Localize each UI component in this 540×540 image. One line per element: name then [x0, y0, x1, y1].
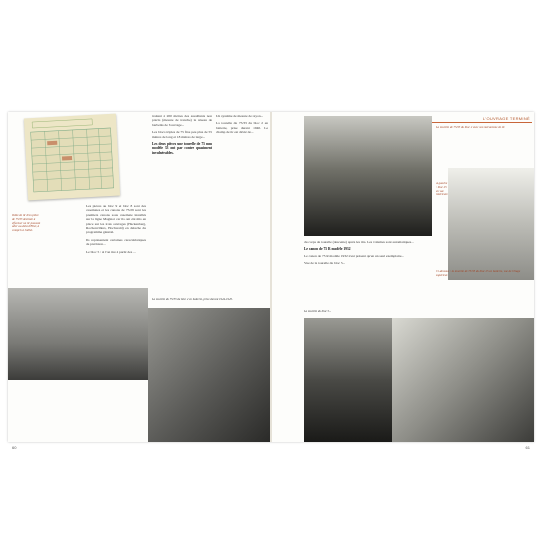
fire-table-document	[24, 114, 120, 201]
gun-photo-top-right	[448, 168, 534, 280]
col-b-p2: Les blocs triples de 75 fixe peu plus de 55 mètres de long et 18 mètres de large...	[152, 130, 212, 139]
turret-photo-left	[8, 288, 148, 380]
left-page-number: 60	[12, 445, 17, 450]
right-p2: Le canon de 75 R modèle 1932 n'est présent qu'en un seul exemplaire...	[304, 253, 405, 258]
side-caption-1: La tourelle de 75/33 du bloc 2 avec son mécanisme de tir.	[436, 126, 506, 129]
bunker-photo-left	[148, 308, 270, 442]
fire-table-caption: Table de tir d'un pièce de 75/33 destinée à effectuer un tir pouvant aller au-delà d'Eller, à compris à Juillet.	[12, 214, 41, 233]
magazine-spread	[8, 112, 534, 450]
header-rule	[432, 122, 532, 123]
col-a-p3: Le bloc 5 : si l'on tire à partir des ...	[86, 249, 136, 254]
fire-table-grid-icon	[24, 114, 120, 201]
right-subtitle: Le canon de 75 R modèle 1932	[304, 247, 351, 252]
col-c-p2: La tourelle du 75/33 du bloc 2 en batterie, prise durant 1940. Le champ de tir est dévié de...	[216, 121, 268, 135]
col-b-heading: Les deux pièces une tourelle de 75 mm modèle 33 ont par contre quasiment invulnérables.	[152, 142, 212, 155]
right-p1: du corps de tourelle (descente) après les tirs. Les volumes sont automatiques...	[304, 240, 414, 244]
spread-gutter	[270, 112, 272, 442]
col-c-p1: Un système de mesure de rayon...	[216, 114, 264, 118]
text-column-c	[216, 114, 268, 294]
right-page-number: 61	[525, 445, 530, 450]
section-header: L'OUVRAGE TERMINÉ	[482, 116, 530, 121]
col-b-p1: traitent à 200 mètres des assaillants non précis (mesure de tranche) le réseau de barbelés de l'ouvrage...	[152, 114, 212, 127]
right-p3: Vue de la tourelle du bloc 5...	[304, 261, 346, 266]
photo-caption: La tourelle du 75/33 du bloc 2 en batterie, prise durant 1944-1945.	[152, 298, 233, 301]
mechanism-photo-right	[392, 318, 534, 442]
interior-photo	[304, 116, 432, 236]
bottom-caption: La tourelle du bloc 5...	[304, 310, 332, 313]
col-a-p1: Les pièces au bloc 9 et bloc 8 sont des casemates et les canons de 75/29 sont les premiers canons sous casemate installés sur la ligne Maginot car ils ont été mis en place sur les trois ouvrages (Hackenberg, Rochonvillers, Hochwald) en détache du programme général.	[86, 204, 146, 235]
side-caption-2: À gauche : bloc 25 en vue intérieure.	[436, 182, 448, 197]
text-column-b	[152, 114, 212, 294]
bunker-photo-right	[304, 318, 392, 442]
col-a-p2: Ils représentent certaines caractéristiques de précision...	[86, 237, 146, 247]
side-caption-3: Ci-dessous : la tourelle de 75/33 du bloc 25 en batterie, vue de l'étage supérieur.	[436, 270, 521, 277]
